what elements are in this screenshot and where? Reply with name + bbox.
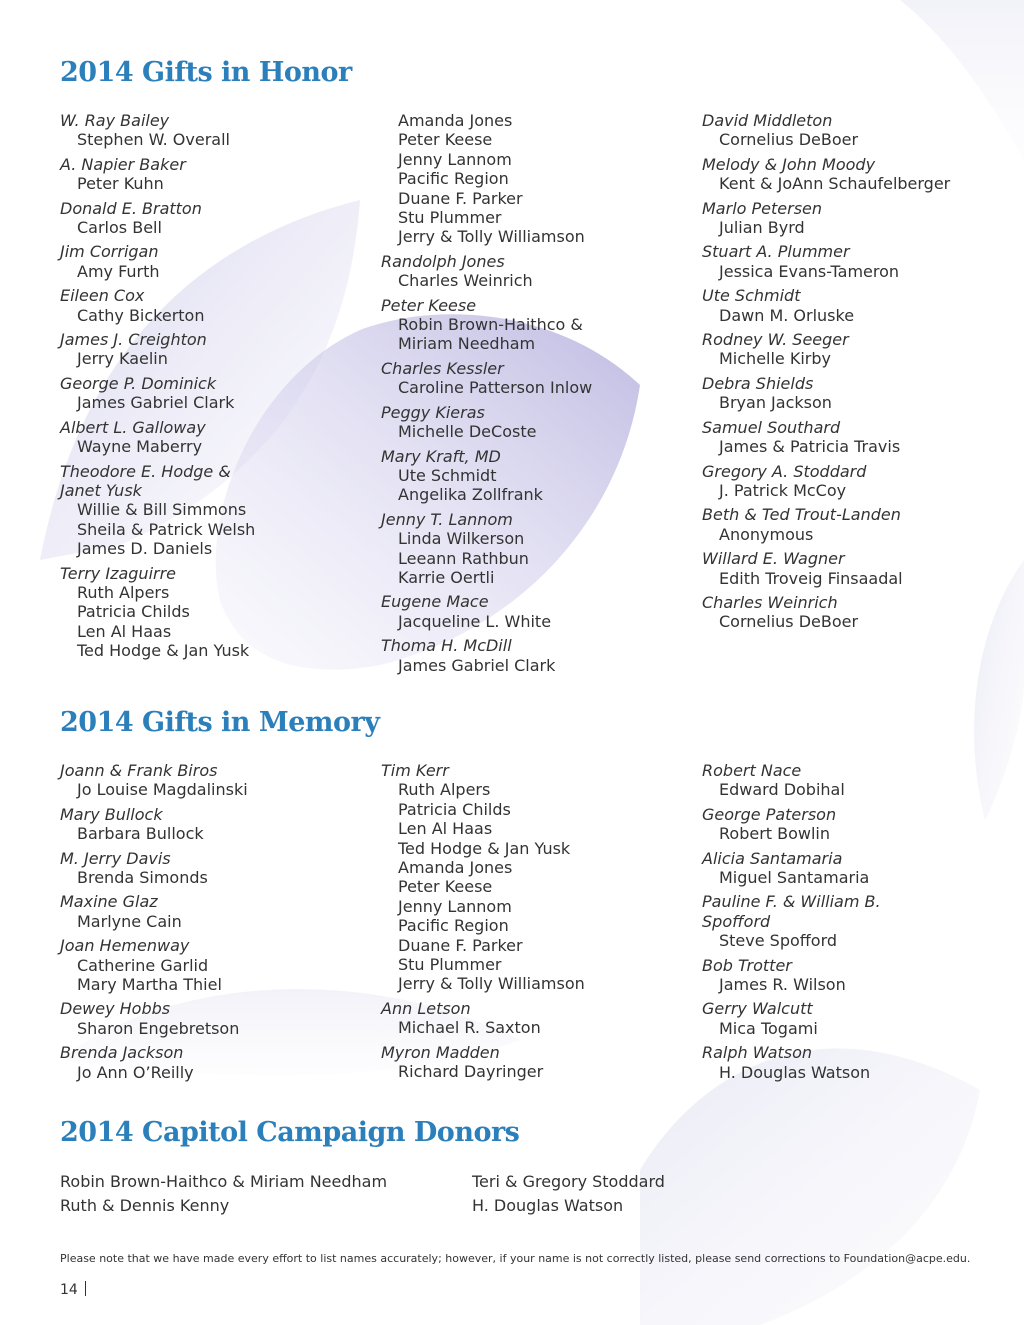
gift-entry	[60, 1043, 380, 1082]
donor-name: Patricia Childs	[77, 602, 190, 622]
donor-name: Angelika Zollfrank	[398, 485, 543, 505]
donor-name: Anonymous	[719, 524, 814, 544]
gift-entry	[60, 330, 380, 369]
donor-name: Amy Furth	[77, 261, 160, 281]
donor-name: Charles Weinrich	[398, 271, 533, 291]
donor-name: James Gabriel Clark	[77, 393, 235, 413]
donor-name: Brenda Simonds	[77, 868, 208, 888]
donor-name: Sheila & Patrick Welsh	[77, 519, 256, 539]
page-number-text: 14	[60, 1282, 78, 1298]
gift-entry	[60, 805, 380, 844]
honoree-name: Randolph Jones	[381, 251, 505, 271]
gift-entry	[702, 286, 1022, 325]
donor-name: Richard Dayringer	[398, 1062, 544, 1082]
honoree-name: Peter Keese	[381, 295, 477, 315]
donor-name: Mica Togami	[719, 1018, 818, 1038]
gift-entry	[381, 359, 701, 398]
honoree-name: Gregory A. Stoddard	[702, 461, 867, 481]
honoree-name: Peggy Kieras	[381, 402, 485, 422]
donor-name: Jenny Lannom	[398, 896, 512, 916]
gift-entry	[702, 549, 1022, 588]
honoree-name: Jim Corrigan	[60, 242, 159, 262]
donor-name: Jessica Evans-Tameron	[719, 261, 900, 281]
gift-entry	[60, 286, 380, 325]
honoree-name: George P. Dominick	[60, 373, 217, 393]
memorial-name: Robert Nace	[702, 761, 802, 780]
honoree-name: Thoma H. McDill	[381, 636, 512, 656]
donor-name: H. Douglas Watson	[719, 1062, 871, 1082]
memorial-name: Ralph Watson	[702, 1043, 813, 1063]
donor-name: Jenny Lannom	[398, 149, 512, 169]
memorial-name: Dewey Hobbs	[60, 999, 171, 1019]
gift-entry	[381, 510, 701, 588]
gift-entry	[702, 242, 1022, 281]
donor-name: Marlyne Cain	[77, 911, 182, 931]
gift-entry	[60, 462, 380, 559]
gift-entry	[381, 252, 701, 291]
donor-name: Cornelius DeBoer	[719, 612, 859, 632]
gift-entry	[702, 892, 1022, 950]
donor-name: Amanda Jones	[398, 858, 513, 878]
honoree-name: David Middleton	[702, 111, 833, 130]
gift-entry	[60, 761, 380, 800]
page-number	[60, 1281, 86, 1298]
donor-name: Mary Martha Thiel	[77, 975, 222, 995]
gift-entry	[60, 199, 380, 238]
donor-name: Carlos Bell	[77, 218, 162, 238]
memorial-name: Gerry Walcutt	[702, 999, 813, 1019]
honor-column-1	[60, 111, 380, 666]
gift-entry	[702, 805, 1022, 844]
donor-name: Bryan Jackson	[719, 393, 832, 413]
donor-name: Willie & Bill Simmons	[77, 500, 247, 520]
honoree-name: Jenny T. Lannom	[381, 509, 513, 529]
gift-entry	[702, 849, 1022, 888]
gift-entry	[381, 999, 701, 1038]
donor-name: Amanda Jones	[398, 111, 513, 130]
honoree-name: James J. Creighton	[60, 330, 207, 350]
gift-entry	[381, 636, 701, 675]
donor-name: Miriam Needham	[398, 334, 536, 354]
donor-name: Jerry & Tolly Williamson	[398, 974, 585, 994]
gift-entry	[702, 418, 1022, 457]
honoree-name: Melody & John Moody	[702, 154, 876, 174]
memorial-name: Pauline F. & William B.	[702, 892, 881, 912]
donor-name: Jacqueline L. White	[398, 611, 552, 631]
gift-entry	[702, 199, 1022, 238]
honor-column-3	[702, 111, 1022, 637]
gift-entry	[381, 111, 701, 247]
gift-entry	[702, 505, 1022, 544]
donor-name: Stu Plummer	[398, 955, 502, 975]
donor-name: Duane F. Parker	[398, 188, 523, 208]
campaign-column-1	[60, 1170, 387, 1218]
donor-name: Ted Hodge & Jan Yusk	[398, 838, 571, 858]
donor-name: Steve Spofford	[719, 931, 838, 951]
memorial-name: Mary Bullock	[60, 804, 163, 824]
gift-entry	[60, 242, 380, 281]
donor-name: Jo Louise Magdalinski	[77, 780, 248, 800]
donor-name: Michael R. Saxton	[398, 1018, 541, 1038]
campaign-donor: Ruth & Dennis Kenny	[60, 1196, 230, 1215]
donor-name: Edith Troveig Finsaadal	[719, 568, 903, 588]
memorial-name: Tim Kerr	[381, 761, 449, 780]
memory-column-1	[60, 761, 380, 1087]
campaign-column-2	[472, 1170, 665, 1218]
donor-name: Julian Byrd	[719, 218, 805, 238]
donor-name: J. Patrick McCoy	[719, 480, 847, 500]
donor-name: Miguel Santamaria	[719, 868, 870, 888]
donor-name: Peter Kuhn	[77, 174, 164, 194]
donor-name: Caroline Patterson Inlow	[398, 378, 593, 398]
donor-name: Ruth Alpers	[77, 582, 170, 602]
gift-entry	[702, 111, 1022, 150]
donor-name: Michelle Kirby	[719, 349, 831, 369]
honoree-name: Willard E. Wagner	[702, 549, 845, 569]
campaign-heading: 2014 Capitol Campaign Donors	[60, 1117, 520, 1148]
donor-name: Len Al Haas	[398, 819, 493, 839]
donor-name: Cathy Bickerton	[77, 305, 205, 325]
honoree-name: Terry Izaguirre	[60, 563, 177, 583]
donor-name: Pacific Region	[398, 916, 509, 936]
memorial-name: M. Jerry Davis	[60, 848, 171, 868]
gift-entry	[381, 761, 701, 994]
donor-name: Linda Wilkerson	[398, 529, 525, 549]
gift-entry	[702, 956, 1022, 995]
donor-name: Catherine Garlid	[77, 955, 209, 975]
donor-name: Jo Ann O’Reilly	[77, 1062, 194, 1082]
gift-entry	[702, 330, 1022, 369]
donor-name: Stephen W. Overall	[77, 130, 230, 150]
donor-name: Stu Plummer	[398, 208, 502, 228]
donor-name: Patricia Childs	[398, 799, 511, 819]
memorial-name: Brenda Jackson	[60, 1043, 184, 1063]
memorial-name: Ann Letson	[381, 998, 471, 1018]
honoree-name: Rodney W. Seeger	[702, 330, 849, 350]
memorial-name: Alicia Santamaria	[702, 848, 843, 868]
donor-name: Michelle DeCoste	[398, 422, 537, 442]
honoree-name: Ute Schmidt	[702, 286, 801, 306]
donor-name: Edward Dobihal	[719, 780, 845, 800]
donor-name: Kent & JoAnn Schaufelberger	[719, 174, 951, 194]
donor-name: Barbara Bullock	[77, 824, 204, 844]
memorial-name: Spofford	[702, 911, 771, 931]
donor-name: Wayne Maberry	[77, 437, 203, 457]
donor-name: James D. Daniels	[77, 539, 213, 559]
honoree-name: A. Napier Baker	[60, 154, 186, 174]
donor-name: Sharon Engebretson	[77, 1018, 240, 1038]
gift-entry	[60, 111, 380, 150]
memorial-name: George Paterson	[702, 804, 837, 824]
honoree-name: Charles Weinrich	[702, 592, 838, 612]
memorial-name: Myron Madden	[381, 1042, 500, 1062]
honoree-name: Donald E. Bratton	[60, 198, 202, 218]
donor-name: Peter Keese	[398, 130, 493, 150]
donor-name: Jerry & Tolly Williamson	[398, 227, 585, 247]
donor-name: Peter Keese	[398, 877, 493, 897]
honoree-name: Stuart A. Plummer	[702, 242, 850, 262]
donor-name: Robin Brown-Haithco &	[398, 315, 583, 335]
gift-entry	[60, 849, 380, 888]
honoree-name: W. Ray Bailey	[60, 111, 170, 130]
honoree-name: Theodore E. Hodge &	[60, 461, 231, 481]
corrections-note: Please note that we have made every effort to list names accurately; however, if your name is not correctly listed, please send corrections to Foundation@acpe.edu.	[60, 1252, 971, 1265]
donor-name: Cornelius DeBoer	[719, 130, 859, 150]
donor-name: James Gabriel Clark	[398, 655, 556, 675]
memorial-name: Bob Trotter	[702, 955, 792, 975]
donor-name: James & Patricia Travis	[719, 437, 901, 457]
gift-entry	[60, 936, 380, 994]
campaign-donor: Robin Brown-Haithco & Miriam Needham	[60, 1172, 388, 1191]
gift-entry	[702, 1043, 1022, 1082]
donor-name: Robert Bowlin	[719, 824, 831, 844]
memory-column-3	[702, 761, 1022, 1087]
memorial-name: Joan Hemenway	[60, 936, 190, 956]
donor-name: Ute Schmidt	[398, 465, 497, 485]
page-number-divider	[85, 1281, 86, 1296]
honor-heading: 2014 Gifts in Honor	[60, 57, 352, 88]
memorial-name: Maxine Glaz	[60, 892, 158, 912]
gift-entry	[381, 296, 701, 354]
campaign-donor: Teri & Gregory Stoddard	[472, 1172, 665, 1191]
donor-name: Jerry Kaelin	[77, 349, 168, 369]
memory-heading: 2014 Gifts in Memory	[60, 707, 380, 738]
donor-name: Len Al Haas	[77, 621, 172, 641]
gift-entry	[702, 999, 1022, 1038]
honoree-name: Janet Yusk	[60, 480, 142, 500]
gift-entry	[60, 155, 380, 194]
donor-name: Ruth Alpers	[398, 780, 491, 800]
campaign-donor: H. Douglas Watson	[472, 1196, 624, 1215]
gift-entry	[60, 564, 380, 661]
gift-entry	[381, 403, 701, 442]
honoree-name: Samuel Southard	[702, 417, 841, 437]
gift-entry	[381, 592, 701, 631]
donor-name: Pacific Region	[398, 169, 509, 189]
donor-name: Dawn M. Orluske	[719, 305, 855, 325]
gift-entry	[381, 447, 701, 505]
donor-name: Ted Hodge & Jan Yusk	[77, 641, 250, 661]
honoree-name: Mary Kraft, MD	[381, 446, 501, 466]
honoree-name: Albert L. Galloway	[60, 417, 206, 437]
donor-name: Karrie Oertli	[398, 567, 495, 587]
honoree-name: Eileen Cox	[60, 286, 145, 306]
honor-column-2	[381, 111, 701, 680]
gift-entry	[702, 374, 1022, 413]
gift-entry	[60, 418, 380, 457]
memory-column-2	[381, 761, 701, 1087]
honoree-name: Beth & Ted Trout-Landen	[702, 505, 901, 525]
honoree-name: Debra Shields	[702, 373, 814, 393]
gift-entry	[60, 374, 380, 413]
gift-entry	[702, 462, 1022, 501]
gift-entry	[702, 761, 1022, 800]
honoree-name: Marlo Petersen	[702, 198, 823, 218]
donor-name: Leeann Rathbun	[398, 548, 529, 568]
donor-name: Duane F. Parker	[398, 935, 523, 955]
honoree-name: Eugene Mace	[381, 592, 489, 612]
gift-entry	[381, 1043, 701, 1082]
memorial-name: Joann & Frank Biros	[60, 761, 218, 780]
honoree-name: Charles Kessler	[381, 358, 504, 378]
gift-entry	[60, 999, 380, 1038]
gift-entry	[702, 155, 1022, 194]
gift-entry	[60, 892, 380, 931]
donor-name: James R. Wilson	[719, 975, 846, 995]
gift-entry	[702, 593, 1022, 632]
